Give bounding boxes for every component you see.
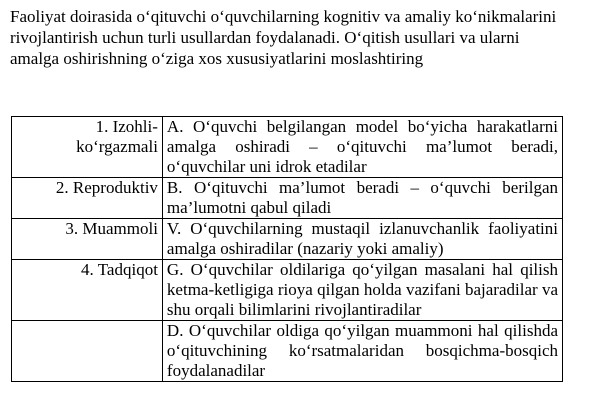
feature-cell: D. O‘quvchilar oldiga qo‘yilgan muammoni hal qilishda o‘qituvchining ko‘rsatmalaridan bosqichma-bosqich foydalanadilar [162,321,562,382]
feature-cell: V. O‘quvchilarning mustaqil izlanuvchanlik faoliyatini amalga oshiradilar (nazariy yoki amaliy) [162,219,562,260]
method-cell: 3. Muammoli [12,219,163,260]
method-cell: 1. Izohli-ko‘rgazmali [12,117,163,178]
feature-cell: A. O‘quvchi belgilangan model bo‘yicha harakatlarni amalga oshiradi – o‘qituvchi ma’lumot beradi, o‘quvchilar uni idrok etadilar [162,117,562,178]
task-instruction: Faoliyat doirasida o‘qituvchi o‘quvchilarning kognitiv va amaliy ko‘nikmalarini rivojlantirish uchun turli usullardan foydalanadi. O‘qitish usullari va ularni amalga oshirishning o‘ziga xos xususiyatlarini moslashtiring [10,7,557,68]
method-cell: 4. Tadqiqot [12,260,163,321]
table-row [12,219,563,260]
matching-table [11,116,563,382]
table-row [12,117,563,178]
table-row [12,260,563,321]
method-cell [12,321,163,382]
feature-cell: G. O‘quvchilar oldilariga qo‘yilgan masalani hal qilish ketma-ketligiga rioya qilgan holda vazifani bajaradilar va shu orqali bilimlarini rivojlantiradilar [162,260,562,321]
method-cell: 2. Reproduktiv [12,178,163,219]
table-row [12,321,563,382]
feature-cell: B. O‘qituvchi ma’lumot beradi – o‘quvchi berilgan ma’lumotni qabul qiladi [162,178,562,219]
table-row [12,178,563,219]
